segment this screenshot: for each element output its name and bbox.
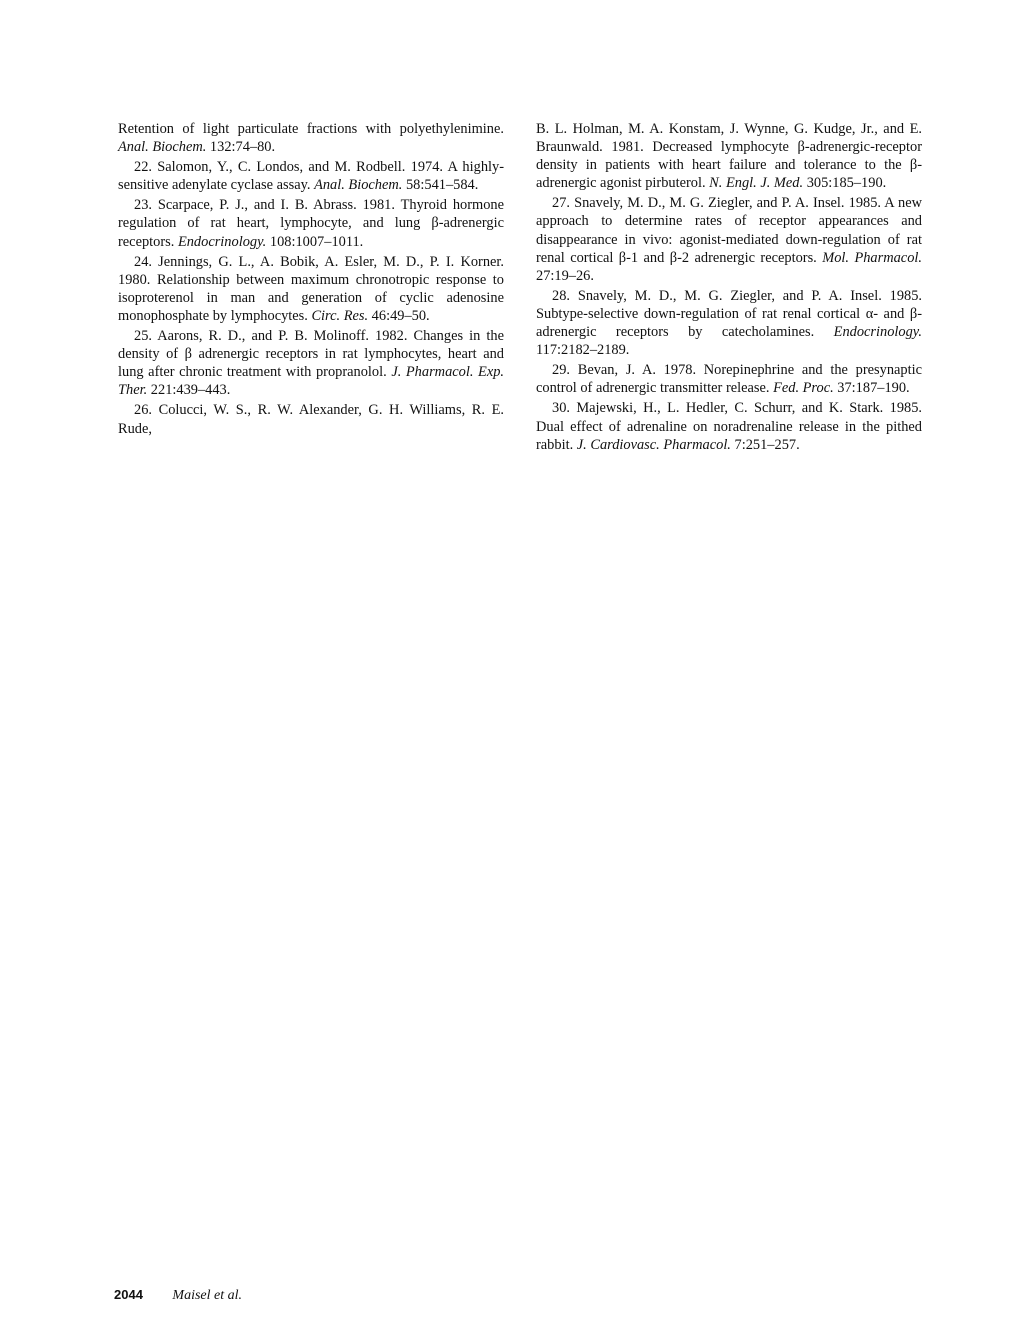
- journal-title: Circ. Res.: [311, 307, 369, 324]
- reference-text: 108:1007–1011.: [266, 233, 364, 250]
- reference-r29: [536, 361, 922, 397]
- reference-text: 7:251–257.: [730, 436, 800, 453]
- reference-r26: [118, 401, 504, 437]
- reference-text: 27:19–26.: [536, 267, 594, 284]
- references-right-column: [536, 120, 922, 456]
- reference-text: 27. Snavely, M. D., M. G. Ziegler, and P. A. Insel. 1985. A new approach to determine rates of receptor appearances and disappearance in vivo: agonist-mediated down-regulation of rat renal cortical β-1 and β-2 adrenergic receptors.: [536, 195, 922, 266]
- reference-text: 24. Jennings, G. L., A. Bobik, A. Esler, M. D., P. I. Korner. 1980. Relationship between maximum chronotropic response to isoproterenol in man and generation of cyclic adenosine monophosphate by lymphocytes.: [118, 253, 504, 324]
- reference-text: 221:439–443.: [147, 382, 231, 399]
- journal-title: Fed. Proc.: [773, 380, 834, 397]
- journal-title: J. Cardiovasc. Pharmacol.: [576, 436, 731, 453]
- reference-r21-cont: [118, 120, 504, 156]
- reference-text: 28. Snavely, M. D., M. G. Ziegler, and P. A. Insel. 1985. Subtype-selective down-regulation of rat renal cortical α- and β-adrenergic receptors by catecholamines.: [536, 287, 922, 341]
- reference-r25: [118, 327, 504, 399]
- reference-text: 46:49–50.: [368, 307, 430, 324]
- reference-r30: [536, 399, 922, 453]
- journal-title: Anal. Biochem.: [118, 139, 207, 156]
- reference-text: 305:185–190.: [803, 175, 887, 192]
- reference-text: 25. Aarons, R. D., and P. B. Molinoff. 1982. Changes in the density of β adrenergic receptors in rat lymphocytes, heart and lung after chronic treatment with propranolol.: [118, 328, 504, 381]
- journal-title: Mol. Pharmacol.: [822, 249, 922, 266]
- reference-r26-cont: [536, 120, 922, 192]
- reference-text: 30. Majewski, H., L. Hedler, C. Schurr, and K. Stark. 1985. Dual effect of adrenaline on noradrenaline release in the pithed rabbit.: [536, 400, 922, 453]
- reference-text: 117:2182–2189.: [536, 342, 630, 359]
- journal-title: Anal. Biochem.: [314, 177, 403, 194]
- reference-text: 22. Salomon, Y., C. Londos, and M. Rodbell. 1974. A highly-sensitive adenylate cyclase assay.: [118, 159, 504, 194]
- reference-r27: [536, 194, 922, 284]
- journal-title: Endocrinology.: [177, 233, 267, 250]
- running-head: Maisel et al.: [172, 1288, 243, 1303]
- reference-text: Retention of light particulate fractions with polyethylenimine.: [118, 121, 504, 137]
- page-number: 2044: [114, 1287, 143, 1302]
- references-left-column: [118, 120, 504, 440]
- reference-r28: [536, 287, 922, 359]
- journal-title: N. Engl. J. Med.: [709, 175, 804, 192]
- reference-text: 23. Scarpace, P. J., and I. B. Abrass. 1981. Thyroid hormone regulation of rat heart, lymphocyte, and lung β-adrenergic receptors.: [118, 197, 504, 250]
- journal-title: Endocrinology.: [833, 324, 922, 341]
- reference-r23: [118, 196, 504, 250]
- reference-text: 132:74–80.: [206, 139, 276, 156]
- reference-text: B. L. Holman, M. A. Konstam, J. Wynne, G. Kudge, Jr., and E. Braunwald. 1981. Decreased lymphocyte β-adrenergic-receptor density in patients with heart failure and tolerance to the β-adrenergic agonist pirbuterol.: [536, 121, 922, 192]
- reference-text: 26. Colucci, W. S., R. W. Alexander, G. H. Williams, R. E. Rude,: [118, 402, 504, 437]
- reference-text: 58:541–584.: [402, 177, 479, 194]
- reference-r24: [118, 253, 504, 325]
- reference-r22: [118, 158, 504, 194]
- reference-text: 29. Bevan, J. A. 1978. Norepinephrine and the presynaptic control of adrenergic transmitter release.: [536, 362, 922, 397]
- journal-title: J. Pharmacol. Exp. Ther.: [118, 364, 504, 399]
- page-footer: [114, 1287, 242, 1304]
- reference-text: 37:187–190.: [833, 380, 910, 397]
